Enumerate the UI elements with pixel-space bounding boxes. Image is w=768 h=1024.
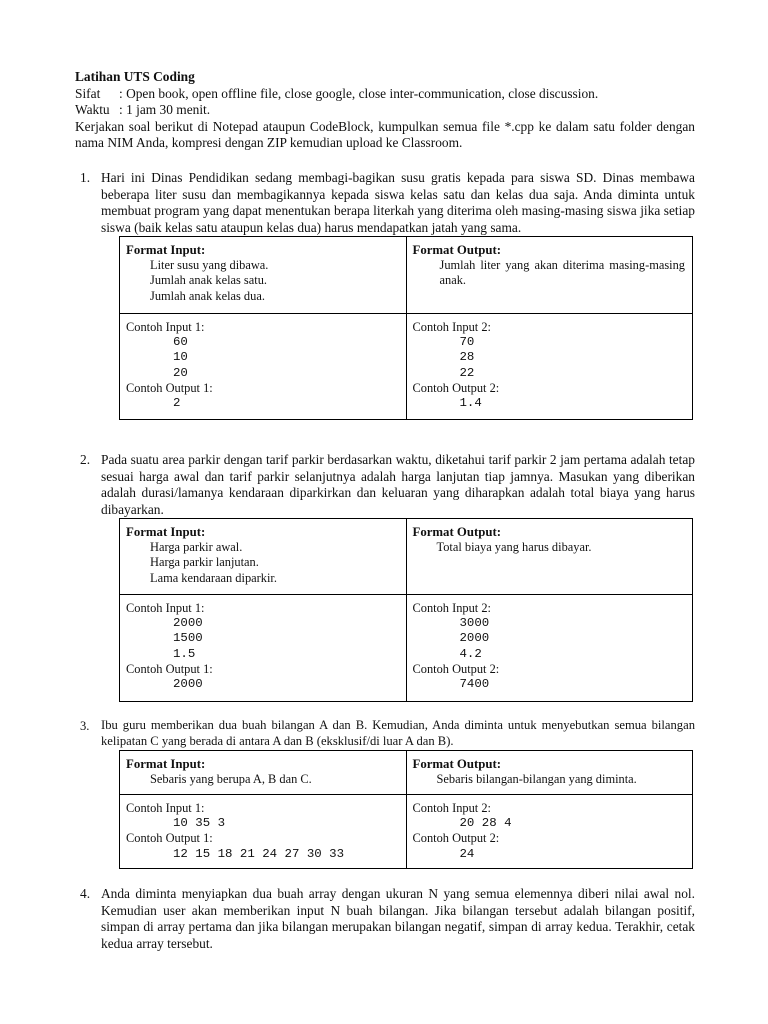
example-output-label: Contoh Output 2: [412,661,500,676]
example-output-value: 24 [459,846,475,861]
example-input-value: 2000 [173,616,203,631]
example-input-value: 10 35 3 [173,816,226,831]
example-input-value: 2000 [459,631,490,646]
question-number: 3. [80,719,90,733]
example-output-value: 12 15 18 21 24 27 30 33 [173,846,345,861]
question-number: 1. [80,170,91,185]
example-2-cell [406,314,693,420]
example-input-value: 20 [173,365,188,380]
example-input-value: 28 [459,350,475,365]
input-line: Sebaris yang berupa A, B dan C. [150,772,312,787]
question-2 [75,452,695,702]
example-1-cell [120,314,407,420]
example-1-cell [120,595,407,702]
example-output-value: 7400 [459,677,490,692]
example-input-value: 70 [459,335,475,350]
question-number: 4. [80,886,91,901]
format-output-cell [406,237,693,314]
example-input-value: 1.5 [173,646,196,661]
output-line: Jumlah liter yang akan diterima masing-masing anak. [439,258,685,288]
example-output-value: 2 [173,396,181,411]
format-input-cell [120,237,407,314]
example-input-value: 20 28 4 [459,816,512,831]
example-output-value: 2000 [173,677,203,692]
example-output-label: Contoh Output 1: [126,380,213,395]
example-input-label: Contoh Input 1: [126,801,205,815]
exam-header [75,69,695,152]
input-line: Jumlah anak kelas satu. [150,273,267,288]
output-line: Sebaris bilangan-bilangan yang diminta. [436,772,637,787]
example-input-label: Contoh Input 1: [126,320,205,334]
input-line: Liter susu yang dibawa. [150,258,269,273]
format-output-label: Format Output: [412,525,502,539]
page-title: Latihan UTS Coding [75,69,195,84]
input-line: Harga parkir lanjutan. [150,555,259,570]
sifat-line [75,86,695,103]
question-number: 2. [80,452,91,467]
example-output-label: Contoh Output 2: [412,380,500,395]
example-output-label: Contoh Output 1: [126,831,213,846]
example-input-value: 4.2 [459,646,482,661]
question-text: Hari ini Dinas Pendidikan sedang membagi-bagikan susu gratis kepada para siswa SD. Dinas membawa beberapa liter susu dan membagikannya kepada siswa kelas satu dan kelas dua saja. Anda diminta untuk membuat program yang dapat menentukan berapa literkah yang diterima oleh masing-masing siswa jika setiap siswa (baik kelas satu ataupun kelas dua) harus mendapatkan jatah yang sama. [101,170,695,235]
instructions: Kerjakan soal berikut di Notepad ataupun CodeBlock, kumpulkan semua file *.cpp ke dalam satu folder dengan nama NIM Anda, kompresi dengan ZIP kemudian upload ke Classroom. [75,118,695,150]
example-input-label: Contoh Input 2: [412,801,491,815]
example-input-value: 22 [459,365,475,380]
question-3 [75,718,695,869]
example-2-cell [406,795,693,869]
format-input-label: Format Input: [126,243,206,257]
example-input-value: 10 [173,350,188,365]
example-input-value: 60 [173,335,188,350]
example-2-cell [406,595,693,702]
output-line: Total biaya yang harus dibayar. [436,540,592,555]
format-output-label: Format Output: [412,757,502,771]
example-output-label: Contoh Output 1: [126,661,213,676]
waktu-value: : 1 jam 30 menit. [119,102,211,117]
format-input-cell [120,751,407,795]
waktu-line [75,102,695,119]
question-4 [75,886,695,952]
input-line: Harga parkir awal. [150,540,243,555]
format-input-label: Format Input: [126,525,206,539]
format-input-label: Format Input: [126,757,206,771]
example-input-value: 1500 [173,631,203,646]
format-output-cell [406,519,693,595]
input-line: Lama kendaraan diparkir. [150,570,277,585]
format-output-cell [406,751,693,795]
example-input-label: Contoh Input 1: [126,601,205,615]
input-line: Jumlah anak kelas dua. [150,288,265,303]
format-table [119,518,693,702]
format-output-label: Format Output: [412,243,502,257]
sifat-value: : Open book, open offline file, close google, close inter-communication, close discussion. [119,85,599,101]
question-text: Pada suatu area parkir dengan tarif parkir berdasarkan waktu, diketahui tarif parkir 2 jam pertama adalah tetap sesuai harga awal dan tarif parkir selanjutnya adalah harga lanjutan tiap jamnya. Masukan yang diberikan adalah durasi/lamanya kendaraan diparkirkan dan keluaran yang diharapkan adalah total biaya yang harus dibayarkan. [101,452,695,517]
waktu-label: Waktu [75,102,110,117]
example-input-label: Contoh Input 2: [412,601,491,615]
example-1-cell [120,795,407,869]
example-input-label: Contoh Input 2: [412,320,491,334]
example-output-label: Contoh Output 2: [412,831,500,846]
question-text: Anda diminta menyiapkan dua buah array dengan ukuran N yang semua elemennya diberi nilai awal nol. Kemudian user akan memberikan input N buah bilangan. Jika bilangan tersebut adalah bilangan positif, simpan di array pertama dan jika bilangan merupakan bilangan negatif, simpan di array kedua. Terakhir, cetak kedua array tersebut. [101,886,695,951]
example-input-value: 3000 [459,616,490,631]
question-text: Ibu guru memberikan dua buah bilangan A dan B. Kemudian, Anda diminta untuk menyebutkan semua bilangan kelipatan C yang berada di antara A dan B (eksklusif/di luar A dan B). [101,718,695,748]
question-1 [75,170,695,420]
sifat-label: Sifat [75,85,101,101]
format-table [119,750,693,869]
example-output-value: 1.4 [459,396,482,411]
format-input-cell [120,519,407,595]
format-table [119,236,693,420]
